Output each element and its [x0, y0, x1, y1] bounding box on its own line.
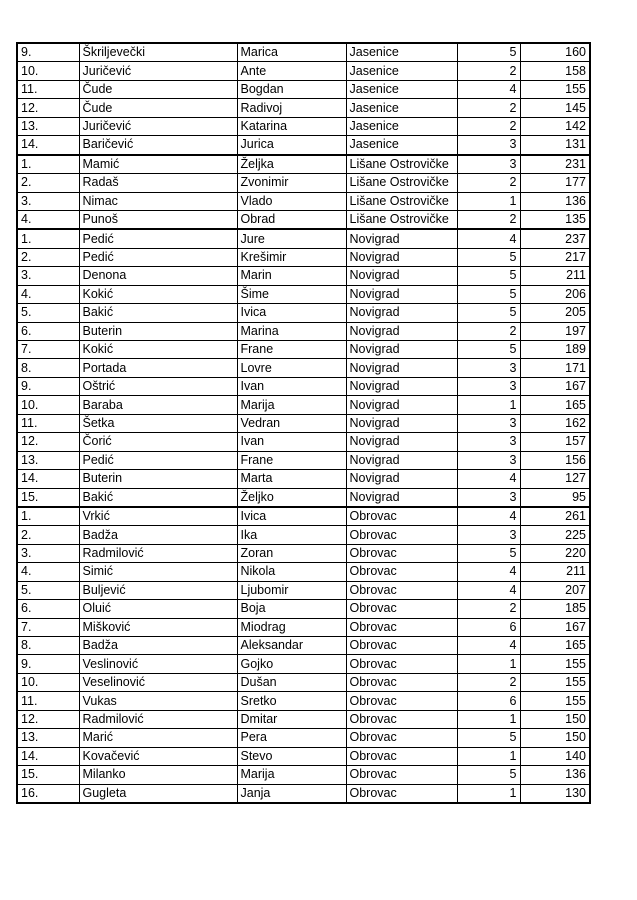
cell-place: Lišane Ostrovičke — [346, 210, 457, 229]
table-row — [17, 229, 590, 248]
cell-total: 155 — [520, 80, 590, 98]
cell-place: Novigrad — [346, 229, 457, 248]
cell-ordinal: 2. — [17, 174, 79, 192]
cell-place: Obrovac — [346, 637, 457, 655]
cell-total: 155 — [520, 673, 590, 691]
cell-surname: Mamić — [79, 155, 237, 174]
cell-place: Novigrad — [346, 285, 457, 303]
table-row — [17, 174, 590, 192]
table-row — [17, 99, 590, 117]
cell-count: 3 — [457, 359, 520, 377]
cell-total: 142 — [520, 117, 590, 135]
cell-surname: Badža — [79, 637, 237, 655]
cell-ordinal: 8. — [17, 637, 79, 655]
cell-count: 4 — [457, 581, 520, 599]
cell-place: Jasenice — [346, 136, 457, 155]
cell-ordinal: 1. — [17, 229, 79, 248]
cell-count: 1 — [457, 747, 520, 765]
cell-ordinal: 14. — [17, 470, 79, 488]
cell-ordinal: 4. — [17, 563, 79, 581]
cell-total: 127 — [520, 470, 590, 488]
cell-place: Lišane Ostrovičke — [346, 192, 457, 210]
cell-surname: Denona — [79, 267, 237, 285]
table-row — [17, 396, 590, 414]
cell-given-name: Jure — [237, 229, 346, 248]
cell-surname: Pedić — [79, 451, 237, 469]
cell-count: 1 — [457, 784, 520, 803]
table-row — [17, 747, 590, 765]
cell-given-name: Pera — [237, 729, 346, 747]
cell-total: 140 — [520, 747, 590, 765]
cell-given-name: Vedran — [237, 414, 346, 432]
cell-place: Obrovac — [346, 526, 457, 544]
table-row — [17, 136, 590, 155]
cell-surname: Čude — [79, 99, 237, 117]
cell-total: 160 — [520, 43, 590, 62]
cell-total: 95 — [520, 488, 590, 507]
table-row — [17, 210, 590, 229]
table-row — [17, 285, 590, 303]
cell-place: Obrovac — [346, 581, 457, 599]
table-row — [17, 563, 590, 581]
cell-given-name: Frane — [237, 341, 346, 359]
cell-total: 136 — [520, 192, 590, 210]
cell-count: 5 — [457, 43, 520, 62]
cell-place: Novigrad — [346, 304, 457, 322]
cell-given-name: Dušan — [237, 673, 346, 691]
cell-total: 167 — [520, 618, 590, 636]
cell-ordinal: 9. — [17, 43, 79, 62]
cell-count: 3 — [457, 526, 520, 544]
cell-surname: Radaš — [79, 174, 237, 192]
cell-place: Obrovac — [346, 692, 457, 710]
cell-ordinal: 10. — [17, 62, 79, 80]
cell-surname: Oluić — [79, 600, 237, 618]
cell-ordinal: 11. — [17, 692, 79, 710]
cell-ordinal: 7. — [17, 341, 79, 359]
cell-surname: Baraba — [79, 396, 237, 414]
table-row — [17, 359, 590, 377]
cell-given-name: Ivica — [237, 507, 346, 526]
cell-count: 5 — [457, 267, 520, 285]
cell-surname: Milanko — [79, 766, 237, 784]
cell-surname: Čude — [79, 80, 237, 98]
cell-total: 157 — [520, 433, 590, 451]
cell-place: Jasenice — [346, 62, 457, 80]
cell-given-name: Krešimir — [237, 248, 346, 266]
cell-given-name: Marija — [237, 766, 346, 784]
cell-surname: Portada — [79, 359, 237, 377]
cell-count: 5 — [457, 304, 520, 322]
cell-count: 5 — [457, 248, 520, 266]
table-row — [17, 80, 590, 98]
cell-surname: Škriljevečki — [79, 43, 237, 62]
cell-surname: Vrkić — [79, 507, 237, 526]
cell-total: 155 — [520, 655, 590, 673]
cell-surname: Nimac — [79, 192, 237, 210]
cell-ordinal: 3. — [17, 267, 79, 285]
cell-total: 237 — [520, 229, 590, 248]
cell-ordinal: 13. — [17, 117, 79, 135]
cell-count: 2 — [457, 117, 520, 135]
cell-total: 171 — [520, 359, 590, 377]
cell-ordinal: 6. — [17, 322, 79, 340]
roster-table — [16, 42, 591, 804]
cell-place: Obrovac — [346, 747, 457, 765]
cell-place: Obrovac — [346, 563, 457, 581]
cell-count: 3 — [457, 488, 520, 507]
cell-ordinal: 5. — [17, 304, 79, 322]
table-row — [17, 692, 590, 710]
cell-total: 136 — [520, 766, 590, 784]
cell-total: 165 — [520, 637, 590, 655]
cell-place: Obrovac — [346, 710, 457, 728]
cell-place: Novigrad — [346, 322, 457, 340]
cell-given-name: Boja — [237, 600, 346, 618]
cell-given-name: Katarina — [237, 117, 346, 135]
cell-place: Obrovac — [346, 544, 457, 562]
cell-given-name: Željko — [237, 488, 346, 507]
cell-place: Lišane Ostrovičke — [346, 174, 457, 192]
cell-total: 150 — [520, 729, 590, 747]
table-row — [17, 544, 590, 562]
cell-count: 3 — [457, 451, 520, 469]
cell-given-name: Bogdan — [237, 80, 346, 98]
cell-total: 207 — [520, 581, 590, 599]
cell-surname: Mišković — [79, 618, 237, 636]
cell-place: Novigrad — [346, 451, 457, 469]
table-row — [17, 673, 590, 691]
cell-ordinal: 1. — [17, 507, 79, 526]
cell-count: 1 — [457, 396, 520, 414]
table-row — [17, 451, 590, 469]
cell-total: 211 — [520, 563, 590, 581]
cell-surname: Radmilović — [79, 710, 237, 728]
table-row — [17, 507, 590, 526]
cell-surname: Bakić — [79, 488, 237, 507]
cell-surname: Buterin — [79, 322, 237, 340]
cell-place: Novigrad — [346, 470, 457, 488]
cell-ordinal: 4. — [17, 285, 79, 303]
cell-surname: Marić — [79, 729, 237, 747]
cell-surname: Badža — [79, 526, 237, 544]
cell-count: 4 — [457, 470, 520, 488]
cell-place: Novigrad — [346, 414, 457, 432]
cell-given-name: Radivoj — [237, 99, 346, 117]
cell-given-name: Marina — [237, 322, 346, 340]
cell-ordinal: 14. — [17, 747, 79, 765]
cell-given-name: Šime — [237, 285, 346, 303]
cell-given-name: Ante — [237, 62, 346, 80]
cell-surname: Pedić — [79, 248, 237, 266]
cell-total: 197 — [520, 322, 590, 340]
cell-ordinal: 12. — [17, 99, 79, 117]
table-row — [17, 43, 590, 62]
cell-ordinal: 12. — [17, 433, 79, 451]
cell-count: 4 — [457, 637, 520, 655]
cell-given-name: Obrad — [237, 210, 346, 229]
cell-count: 2 — [457, 62, 520, 80]
cell-count: 2 — [457, 673, 520, 691]
cell-given-name: Zoran — [237, 544, 346, 562]
cell-given-name: Ljubomir — [237, 581, 346, 599]
cell-ordinal: 2. — [17, 248, 79, 266]
cell-total: 162 — [520, 414, 590, 432]
cell-surname: Šetka — [79, 414, 237, 432]
cell-count: 2 — [457, 600, 520, 618]
cell-count: 5 — [457, 766, 520, 784]
cell-given-name: Željka — [237, 155, 346, 174]
cell-count: 5 — [457, 341, 520, 359]
cell-ordinal: 4. — [17, 210, 79, 229]
cell-surname: Kokić — [79, 285, 237, 303]
table-row — [17, 322, 590, 340]
table-row — [17, 600, 590, 618]
cell-count: 4 — [457, 80, 520, 98]
cell-surname: Kovačević — [79, 747, 237, 765]
cell-total: 225 — [520, 526, 590, 544]
cell-surname: Baričević — [79, 136, 237, 155]
table-row — [17, 304, 590, 322]
cell-surname: Čorić — [79, 433, 237, 451]
cell-total: 185 — [520, 600, 590, 618]
cell-place: Novigrad — [346, 377, 457, 395]
cell-given-name: Marija — [237, 396, 346, 414]
cell-given-name: Marin — [237, 267, 346, 285]
cell-given-name: Ivan — [237, 377, 346, 395]
cell-ordinal: 8. — [17, 359, 79, 377]
table-row — [17, 581, 590, 599]
table-row — [17, 248, 590, 266]
cell-place: Obrovac — [346, 673, 457, 691]
cell-count: 5 — [457, 544, 520, 562]
table-row — [17, 267, 590, 285]
cell-given-name: Vlado — [237, 192, 346, 210]
cell-count: 4 — [457, 507, 520, 526]
cell-surname: Simić — [79, 563, 237, 581]
cell-count: 1 — [457, 192, 520, 210]
cell-place: Novigrad — [346, 267, 457, 285]
cell-ordinal: 11. — [17, 80, 79, 98]
cell-total: 155 — [520, 692, 590, 710]
cell-ordinal: 14. — [17, 136, 79, 155]
cell-given-name: Sretko — [237, 692, 346, 710]
cell-total: 231 — [520, 155, 590, 174]
cell-ordinal: 13. — [17, 729, 79, 747]
cell-count: 1 — [457, 710, 520, 728]
cell-place: Obrovac — [346, 729, 457, 747]
cell-ordinal: 2. — [17, 526, 79, 544]
cell-place: Jasenice — [346, 80, 457, 98]
cell-total: 220 — [520, 544, 590, 562]
cell-count: 5 — [457, 285, 520, 303]
cell-given-name: Ika — [237, 526, 346, 544]
table-row — [17, 192, 590, 210]
cell-ordinal: 10. — [17, 673, 79, 691]
table-row — [17, 710, 590, 728]
cell-surname: Buljević — [79, 581, 237, 599]
cell-total: 167 — [520, 377, 590, 395]
cell-given-name: Janja — [237, 784, 346, 803]
table-row — [17, 618, 590, 636]
cell-total: 156 — [520, 451, 590, 469]
cell-count: 2 — [457, 322, 520, 340]
cell-place: Jasenice — [346, 43, 457, 62]
cell-ordinal: 5. — [17, 581, 79, 599]
cell-given-name: Marta — [237, 470, 346, 488]
cell-ordinal: 3. — [17, 192, 79, 210]
cell-given-name: Frane — [237, 451, 346, 469]
cell-total: 206 — [520, 285, 590, 303]
cell-place: Jasenice — [346, 99, 457, 117]
cell-surname: Buterin — [79, 470, 237, 488]
cell-surname: Veselinović — [79, 673, 237, 691]
cell-ordinal: 9. — [17, 655, 79, 673]
table-row — [17, 414, 590, 432]
cell-place: Novigrad — [346, 359, 457, 377]
cell-place: Novigrad — [346, 396, 457, 414]
cell-surname: Punoš — [79, 210, 237, 229]
cell-count: 3 — [457, 155, 520, 174]
cell-total: 217 — [520, 248, 590, 266]
cell-ordinal: 15. — [17, 488, 79, 507]
table-row — [17, 729, 590, 747]
cell-ordinal: 11. — [17, 414, 79, 432]
cell-count: 3 — [457, 377, 520, 395]
cell-given-name: Ivica — [237, 304, 346, 322]
table-row — [17, 341, 590, 359]
cell-given-name: Stevo — [237, 747, 346, 765]
cell-ordinal: 9. — [17, 377, 79, 395]
cell-total: 150 — [520, 710, 590, 728]
cell-place: Novigrad — [346, 488, 457, 507]
cell-given-name: Lovre — [237, 359, 346, 377]
cell-total: 131 — [520, 136, 590, 155]
cell-count: 5 — [457, 729, 520, 747]
cell-place: Novigrad — [346, 248, 457, 266]
table-row — [17, 488, 590, 507]
table-row — [17, 155, 590, 174]
cell-count: 6 — [457, 692, 520, 710]
table-row — [17, 62, 590, 80]
cell-ordinal: 15. — [17, 766, 79, 784]
cell-given-name: Jurica — [237, 136, 346, 155]
cell-total: 145 — [520, 99, 590, 117]
table-row — [17, 766, 590, 784]
cell-surname: Radmilović — [79, 544, 237, 562]
cell-surname: Gugleta — [79, 784, 237, 803]
cell-count: 4 — [457, 563, 520, 581]
cell-ordinal: 6. — [17, 600, 79, 618]
cell-place: Obrovac — [346, 655, 457, 673]
cell-count: 6 — [457, 618, 520, 636]
table-row — [17, 433, 590, 451]
cell-given-name: Ivan — [237, 433, 346, 451]
cell-given-name: Nikola — [237, 563, 346, 581]
cell-total: 135 — [520, 210, 590, 229]
cell-ordinal: 7. — [17, 618, 79, 636]
table-row — [17, 655, 590, 673]
cell-given-name: Aleksandar — [237, 637, 346, 655]
table-row — [17, 377, 590, 395]
cell-total: 177 — [520, 174, 590, 192]
cell-place: Novigrad — [346, 341, 457, 359]
cell-ordinal: 16. — [17, 784, 79, 803]
cell-surname: Juričević — [79, 62, 237, 80]
cell-surname: Pedić — [79, 229, 237, 248]
cell-place: Obrovac — [346, 507, 457, 526]
cell-surname: Juričević — [79, 117, 237, 135]
cell-total: 158 — [520, 62, 590, 80]
cell-place: Novigrad — [346, 433, 457, 451]
cell-count: 2 — [457, 174, 520, 192]
table-row — [17, 526, 590, 544]
cell-place: Jasenice — [346, 117, 457, 135]
cell-given-name: Gojko — [237, 655, 346, 673]
cell-place: Obrovac — [346, 618, 457, 636]
cell-total: 205 — [520, 304, 590, 322]
cell-given-name: Dmitar — [237, 710, 346, 728]
table-row — [17, 637, 590, 655]
cell-place: Obrovac — [346, 766, 457, 784]
table-row — [17, 784, 590, 803]
cell-count: 4 — [457, 229, 520, 248]
cell-total: 165 — [520, 396, 590, 414]
cell-given-name: Miodrag — [237, 618, 346, 636]
cell-place: Lišane Ostrovičke — [346, 155, 457, 174]
cell-ordinal: 10. — [17, 396, 79, 414]
cell-count: 2 — [457, 210, 520, 229]
cell-ordinal: 12. — [17, 710, 79, 728]
cell-count: 3 — [457, 433, 520, 451]
cell-total: 261 — [520, 507, 590, 526]
cell-given-name: Marica — [237, 43, 346, 62]
cell-surname: Kokić — [79, 341, 237, 359]
cell-ordinal: 1. — [17, 155, 79, 174]
cell-total: 189 — [520, 341, 590, 359]
cell-surname: Vukas — [79, 692, 237, 710]
cell-surname: Oštrić — [79, 377, 237, 395]
cell-total: 130 — [520, 784, 590, 803]
cell-place: Obrovac — [346, 600, 457, 618]
cell-place: Obrovac — [346, 784, 457, 803]
cell-count: 3 — [457, 136, 520, 155]
cell-given-name: Zvonimir — [237, 174, 346, 192]
cell-surname: Bakić — [79, 304, 237, 322]
table-row — [17, 117, 590, 135]
cell-ordinal: 3. — [17, 544, 79, 562]
cell-count: 2 — [457, 99, 520, 117]
table-row — [17, 470, 590, 488]
cell-count: 3 — [457, 414, 520, 432]
cell-surname: Veslinović — [79, 655, 237, 673]
cell-count: 1 — [457, 655, 520, 673]
cell-total: 211 — [520, 267, 590, 285]
cell-ordinal: 13. — [17, 451, 79, 469]
